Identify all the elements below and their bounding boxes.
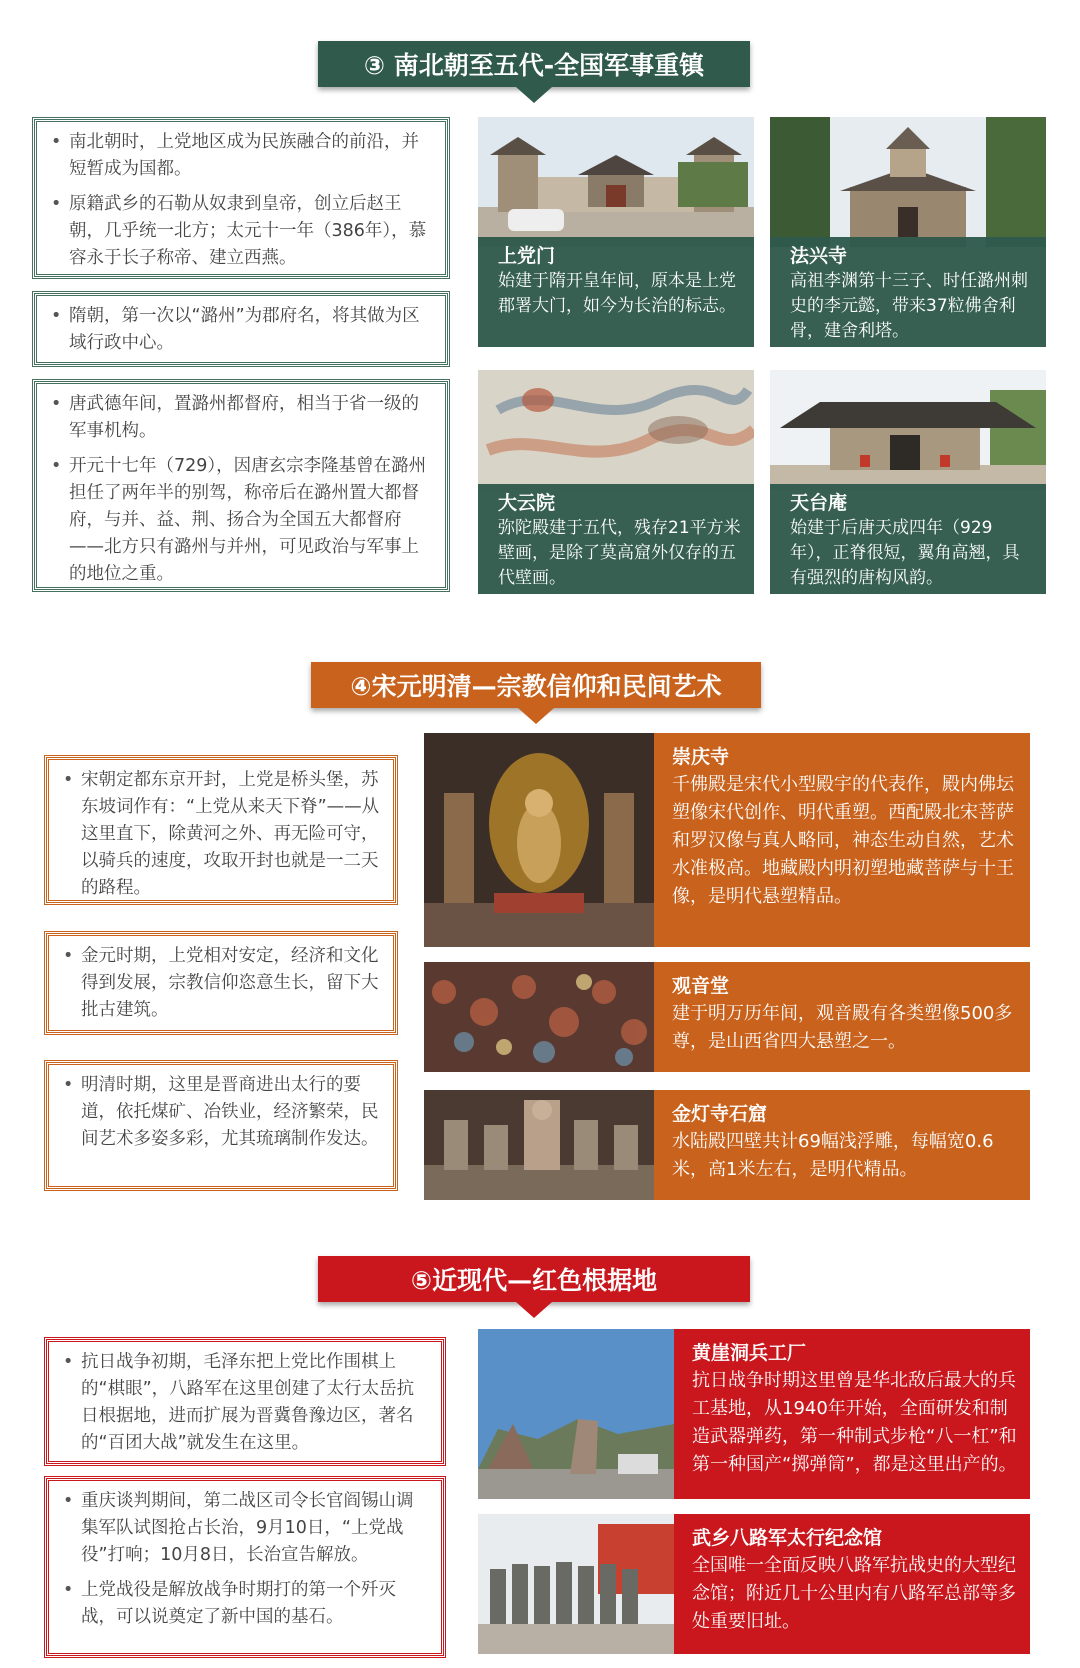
row-title: 金灯寺石窟 (672, 1103, 768, 1125)
row-desc: 千佛殿是宋代小型殿宇的代表作，殿内佛坛塑像宋代创作、明代重塑。西配殿北宋菩萨和罗汉像与真人略同，神态生动自然，艺术水准极高。地藏殿内明初塑地藏菩萨与十王像，是明代悬塑精品。 (672, 774, 1014, 907)
list-item: • 金元时期，上党相对安定，经济和文化得到发展，宗教信仰恣意生长，留下大批古建筑。 (61, 943, 381, 1024)
card-title: 法兴寺 (790, 245, 848, 267)
row-desc: 抗日战争时期这里曾是华北敌后最大的兵工基地，从1940年开始，全面研发和制造武器弹药，第一种制式步枪“八一杠”和第一种国产“掷弹筒”，都是这里出产的。 (692, 1370, 1017, 1475)
list-item: • 南北朝时，上党地区成为民族融合的前沿，并短暂成为国都。 (49, 129, 433, 183)
card-shangdangmen (478, 117, 754, 347)
row-title: 观音堂 (672, 975, 730, 997)
row-desc: 全国唯一全面反映八路军抗战史的大型纪念馆；附近几十公里内有八路军总部等多处重要旧址。 (692, 1555, 1016, 1632)
section5-text-box-1 (46, 1339, 444, 1464)
row-title: 崇庆寺 (672, 746, 730, 768)
banner-arrow-icon (516, 1302, 552, 1318)
wuxiang-museum-photo (478, 1514, 674, 1654)
card-title: 大云院 (498, 492, 556, 514)
list-item: • 明清时期，这里是晋商进出太行的要道，依托煤矿、冶铁业，经济繁荣，民间艺术多姿多彩，尤其琉璃制作发达。 (61, 1072, 381, 1153)
shangdangmen-photo (478, 117, 754, 247)
card-desc: 始建于隋开皇年间，原本是上党郡署大门，如今为长治的标志。 (498, 271, 736, 316)
card-dayunyuan (478, 370, 754, 594)
list-item: • 隋朝，第一次以“潞州”为郡府名，将其做为区域行政中心。 (49, 303, 433, 357)
card-desc: 高祖李渊第十三子、时任潞州刺史的李元懿，带来37粒佛舍利骨，建舍利塔。 (790, 271, 1028, 341)
card-desc: 弥陀殿建于五代，残存21平方米壁画，是除了莫高窟外仅存的五代壁画。 (498, 518, 741, 588)
section3-text-box-1 (34, 119, 448, 277)
banner-arrow-icon (518, 708, 554, 724)
list-item: • 唐武德年间，置潞州都督府，相当于省一级的军事机构。 (49, 391, 433, 445)
section3-text-box-3 (34, 381, 448, 590)
faxingsi-photo (770, 117, 1046, 247)
row-chongqingsi (424, 733, 1030, 947)
card-title: 天台庵 (790, 492, 848, 514)
row-title: 武乡八路军太行纪念馆 (692, 1527, 883, 1549)
section4-banner (311, 662, 761, 708)
jindengsi-photo (424, 1090, 654, 1200)
row-desc: 水陆殿四壁共计69幅浅浮雕，每幅宽0.6米，高1米左右，是明代精品。 (672, 1131, 994, 1180)
section5-title: ⑤近现代—红色根据地 (410, 1266, 658, 1295)
card-faxingsi (770, 117, 1046, 347)
section4-text-box-1 (46, 757, 396, 903)
section3-banner (318, 41, 750, 87)
section4-title: ④宋元明清—宗教信仰和民间艺术 (350, 672, 722, 701)
card-desc: 始建于后唐天成四年（929年），正脊很短，翼角高翘，具有强烈的唐构风韵。 (790, 518, 1020, 588)
huangyadong-photo (478, 1329, 674, 1499)
guanyintang-photo (424, 962, 654, 1072)
row-huangyadong (478, 1329, 1030, 1499)
row-jindengsi (424, 1090, 1030, 1200)
card-title: 上党门 (498, 245, 556, 267)
list-item: • 开元十七年（729），因唐玄宗李隆基曾在潞州担任了两年半的别驾，称帝后在潞州置大都督府，与并、益、荆、扬合为全国五大都督府——北方只有潞州与并州，可见政治与军事上的地位之重。 (49, 453, 433, 588)
row-desc: 建于明万历年间，观音殿有各类塑像500多尊，是山西省四大悬塑之一。 (672, 1003, 1013, 1052)
row-title: 黄崖洞兵工厂 (692, 1342, 807, 1364)
section5-text-box-2 (46, 1478, 444, 1656)
section4-text-box-2 (46, 933, 396, 1033)
banner-arrow-icon (516, 87, 552, 103)
chongqingsi-photo (424, 733, 654, 947)
list-item: • 重庆谈判期间，第二战区司令长官阎锡山调集军队试图抢占长治，9月10日，“上党战役”打响；10月8日，长治宣告解放。 (61, 1488, 429, 1569)
list-item: • 抗日战争初期，毛泽东把上党比作围棋上的“棋眼”，八路军在这里创建了太行太岳抗日根据地，进而扩展为晋冀鲁豫边区，著名的“百团大战”就发生在这里。 (61, 1349, 429, 1457)
section4-text-box-3 (46, 1062, 396, 1189)
list-item: • 宋朝定都东京开封，上党是桥头堡，苏东坡词作有：“上党从来天下脊”——从这里直下，除黄河之外、再无险可守，以骑兵的速度，攻取开封也就是一二天的路程。 (61, 767, 381, 902)
row-wuxiang-museum (478, 1514, 1030, 1654)
section3-text-box-2 (34, 293, 448, 365)
section3-title: ③ 南北朝至五代-全国军事重镇 (363, 51, 705, 80)
list-item: • 原籍武乡的石勒从奴隶到皇帝，创立后赵王朝，几乎统一北方；太元十一年（386年），慕容永于长子称帝、建立西燕。 (49, 191, 433, 272)
list-item: • 上党战役是解放战争时期打的第一个歼灭战，可以说奠定了新中国的基石。 (61, 1577, 429, 1631)
tiantaian-photo (770, 370, 1046, 490)
section5-banner (318, 1256, 750, 1302)
row-guanyintang (424, 962, 1030, 1072)
card-tiantaian (770, 370, 1046, 594)
dayunyuan-photo (478, 370, 754, 490)
